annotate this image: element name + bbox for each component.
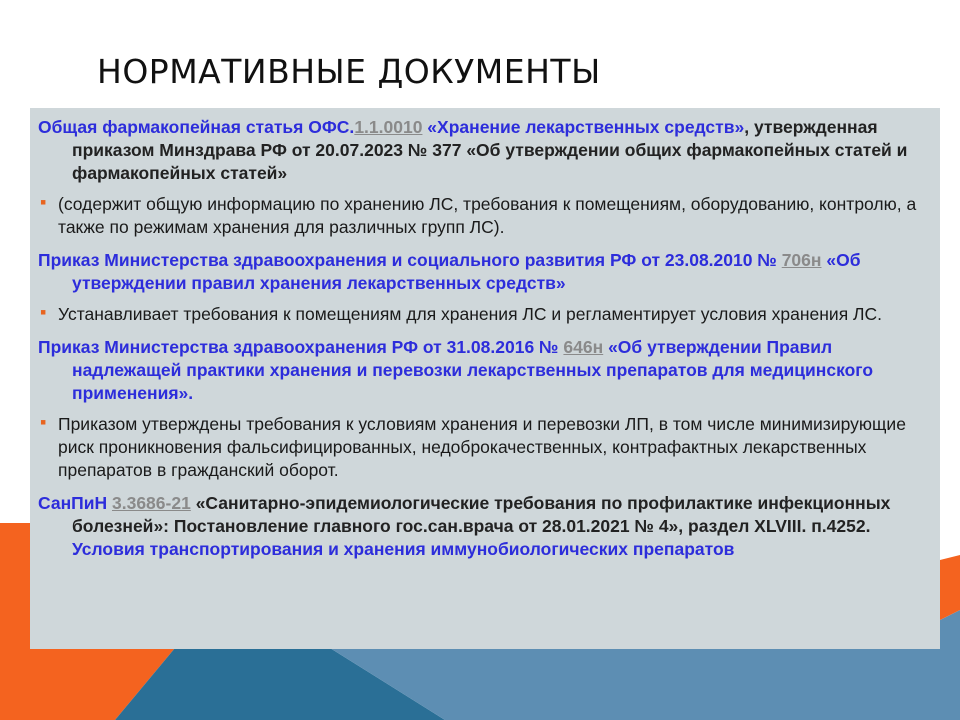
706n-description: Устанавливает требования к помещениям для хранения ЛС и регламентирует условия хранения ЛС. xyxy=(58,304,883,324)
sanpin-title: СанПиН xyxy=(38,493,112,513)
sanpin-conditions: Условия транспортирования и хранения иммунобиологических препаратов xyxy=(72,539,735,559)
bullet-square-icon: ▪ xyxy=(40,412,47,432)
ofs-bullet xyxy=(38,193,928,239)
ofs-description: (содержит общую информацию по хранению ЛС, требования к помещениям, оборудованию, контролю, а также по режимам хранения для различных групп ЛС). xyxy=(58,194,917,237)
sanpin-name: «Санитарно-эпидемиологические требования по профилактике инфекционных болезней»: Постановление главного гос.сан.врача от 28.01.2021 № 4», раздел XLVIII. п.4252. xyxy=(72,493,891,536)
646n-title: Приказ Министерства здравоохранения РФ от 31.08.2016 № xyxy=(38,337,564,357)
706n-bullet xyxy=(38,303,928,326)
section-ofs-heading xyxy=(38,116,928,185)
706n-link[interactable]: 706н xyxy=(781,250,822,270)
646n-description: Приказом утверждены требования к условиям хранения и перевозки ЛП, в том числе минимизирующие риск проникновения фальсифицированных, недоброкачественных, контрафактных лекарственных препаратов в гражданский оборот. xyxy=(58,414,906,480)
ofs-approval: , утвержденная приказом Минздрава РФ от 20.07.2023 № 377 «Об утверждении общих фармакопейных статей и фармакопейных статей» xyxy=(72,117,908,183)
bullet-square-icon: ▪ xyxy=(40,192,47,212)
646n-bullet xyxy=(38,413,928,482)
bullet-square-icon: ▪ xyxy=(40,302,47,322)
section-sanpin-heading xyxy=(38,492,928,561)
646n-name: «Об утверждении Правил надлежащей практики хранения и перевозки лекарственных препаратов для медицинского применения». xyxy=(72,337,874,403)
ofs-title: Общая фармакопейная статья ОФС. xyxy=(38,117,355,137)
706n-title: Приказ Министерства здравоохранения и социального развития РФ от 23.08.2010 № xyxy=(38,250,782,270)
page-title: НОРМАТИВНЫЕ ДОКУМЕНТЫ xyxy=(97,52,601,91)
646n-link[interactable]: 646н xyxy=(563,337,604,357)
sanpin-link[interactable]: 3.3686-21 xyxy=(112,493,191,513)
ofs-link[interactable]: 1.1.0010 xyxy=(354,117,423,137)
section-646n-heading xyxy=(38,336,928,405)
ofs-name: «Хранение лекарственных средств» xyxy=(422,117,745,137)
706n-name: «Об утверждении правил хранения лекарственных средств» xyxy=(72,250,861,293)
section-706n-heading xyxy=(38,249,928,295)
content xyxy=(38,116,928,569)
